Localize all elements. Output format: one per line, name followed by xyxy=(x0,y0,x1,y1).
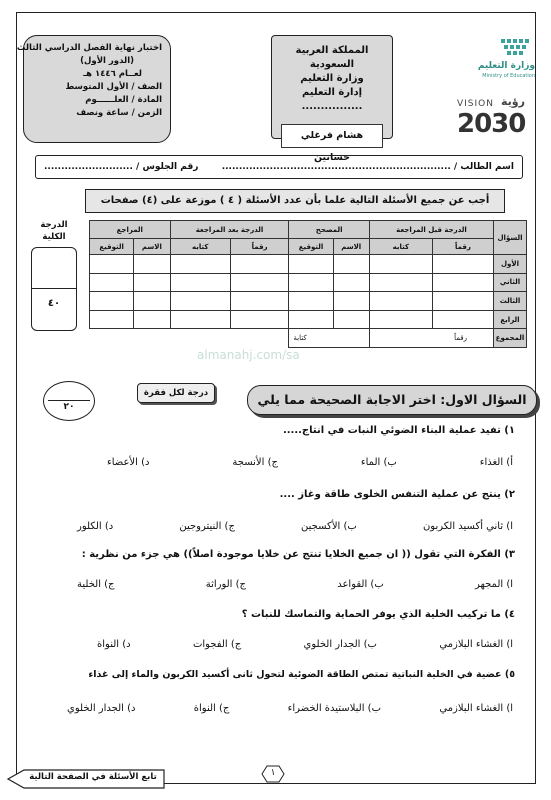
grades-table xyxy=(89,220,527,348)
ministry-logo-text-en: Ministry of Education xyxy=(482,73,535,79)
grades-sub-signature: التوقيع xyxy=(90,239,134,255)
grades-group-before: الدرجة قبل المراجعة xyxy=(369,221,493,239)
option[interactable]: ا) الغشاء البلازمي xyxy=(439,639,513,650)
question-options xyxy=(107,457,513,468)
grades-total-label: المجموع xyxy=(494,329,527,348)
teacher-name: هشام فرغلي حسانين xyxy=(281,124,383,148)
next-page-note xyxy=(6,768,160,790)
q1-score-circle xyxy=(43,381,95,421)
total-grade-label-1: الدرجة xyxy=(40,220,68,230)
ministry-logo-text: وزارة التعليم xyxy=(477,61,535,71)
option[interactable]: ج) الخلية xyxy=(77,579,115,590)
option[interactable]: ج) النواة xyxy=(193,703,230,714)
grades-group-after: الدرجة بعد المراجعة xyxy=(170,221,289,239)
total-grade-value: ٤٠ xyxy=(47,298,61,309)
total-grade-label xyxy=(29,219,79,243)
question-options xyxy=(67,703,513,714)
instructions: أجب عن جميع الأسئلة التالية علما بأن عدد الأسئلة ( ٤ ) موزعة على (٤) صفحات xyxy=(85,189,505,213)
total-grade-label-2: الكلية xyxy=(42,232,66,242)
grades-sub-signature: التوقيع xyxy=(289,239,333,255)
page-number: ١ xyxy=(270,768,276,778)
option[interactable]: ب) الأكسجين xyxy=(301,521,357,532)
option[interactable]: أ) الغذاء xyxy=(479,457,513,468)
grades-sub-digits: رقماً xyxy=(230,239,289,255)
education-department: إدارة التعليم ................ xyxy=(301,87,363,112)
ministry-logo-icon xyxy=(499,37,535,59)
option[interactable]: د) النواة xyxy=(97,639,131,650)
option[interactable]: ب) البلاستيدة الخضراء xyxy=(287,703,381,714)
question-text: ٢) ينتج عن عملية التنفس الخلوى طاقة وغاز .... xyxy=(279,489,515,500)
option[interactable]: د) الكلور xyxy=(77,521,114,532)
total-grade-divider xyxy=(32,288,76,289)
table-row xyxy=(90,329,527,348)
option[interactable]: ا) الغشاء البلازمي xyxy=(439,703,513,714)
vision-label: VISION xyxy=(457,99,494,109)
option[interactable]: ج) الفجوات xyxy=(192,639,242,650)
watermark: almanahj.com/sa xyxy=(197,348,300,362)
question-options xyxy=(97,639,513,650)
grades-row-label: الرابع xyxy=(494,310,527,329)
option[interactable]: ب) الجدار الخلوي xyxy=(303,639,377,650)
exam-round: (الدور الأول) xyxy=(80,56,134,66)
question-1-title: السؤال الاول: اختر الاجابة الصحيحة مما يلي xyxy=(247,385,537,415)
ministry-name: وزارة التعليم xyxy=(300,73,364,84)
next-page-text: تابع الأسئلة في الصفحة التالية xyxy=(29,772,157,782)
option[interactable]: ا) ثاني أكسيد الكربون xyxy=(422,521,513,532)
exam-time: الزمن / ساعة ونصف xyxy=(76,108,162,118)
grades-sub-words: كتابه xyxy=(369,239,432,255)
option[interactable]: ج) الوراثة xyxy=(205,579,246,590)
grades-total-words: كتابة xyxy=(289,329,370,348)
question-text: ١) تفيد عملية البناء الضوئي النبات في انتاج..... xyxy=(282,425,515,436)
table-row xyxy=(90,255,527,274)
total-grade-box xyxy=(31,247,77,331)
grades-row-label: الثاني xyxy=(494,273,527,292)
q1-score-value: ٢٠ xyxy=(63,402,75,412)
grades-sub-name: الاسم xyxy=(134,239,170,255)
option[interactable]: ب) القواعد xyxy=(337,579,384,590)
option[interactable]: ج) النيتروجين xyxy=(179,521,235,532)
grades-sub-name: الاسم xyxy=(333,239,369,255)
per-paragraph-label: درجة لكل فقرة xyxy=(137,383,215,403)
grades-row-label: الثالث xyxy=(494,292,527,311)
table-row xyxy=(90,310,527,329)
option[interactable]: ا) المجهر xyxy=(474,579,513,590)
option[interactable]: د) الأعضاء xyxy=(107,457,150,468)
exam-subject: المادة / العلــــــوم xyxy=(85,95,162,105)
grades-sub-digits: رقماً xyxy=(432,239,493,255)
q1-score-divider xyxy=(48,400,90,401)
grades-group-corrector: المصحح xyxy=(289,221,370,239)
logo-area xyxy=(457,33,537,143)
kingdom-name: المملكة العربية السعودية xyxy=(295,45,369,70)
exam-page xyxy=(16,12,536,784)
grades-total-digits: رقماً xyxy=(369,329,493,348)
option[interactable]: ب) الماء xyxy=(360,457,397,468)
student-name-field[interactable]: اسم الطالب / ................................................................... xyxy=(221,162,514,172)
question-text: ٥) عضية في الخلية النباتية تمتص الطاقة الضوئية لتحول ثانى أكسيد الكربون والماء إلى غذاء xyxy=(88,669,515,680)
grades-row-label: الأول xyxy=(494,255,527,274)
question-options xyxy=(77,521,513,532)
seat-number-field[interactable]: رقم الجلوس / .......................... xyxy=(44,162,199,172)
option[interactable]: ج) الأنسجة xyxy=(232,457,278,468)
table-row xyxy=(90,273,527,292)
student-info-row xyxy=(35,155,523,179)
grades-sub-words: كتابه xyxy=(170,239,230,255)
option[interactable]: د) الجدار الخلوي xyxy=(67,703,136,714)
question-options xyxy=(77,579,513,590)
question-text: ٤) ما تركيب الخلية الذي يوفر الحماية والتماسك للنبات ؟ xyxy=(241,609,515,620)
grades-group-reviewer: المراجع xyxy=(90,221,171,239)
question-text: ٣) الفكرة التي تقول (( ان جميع الخلايا تنتج عن خلايا موجودة اصلاً)) هي جزء من نظرية : xyxy=(81,549,515,560)
table-row xyxy=(90,292,527,311)
vision-year: 2030 xyxy=(457,109,526,139)
exam-info-box xyxy=(16,35,171,143)
grades-col-question: السؤال xyxy=(494,221,527,255)
vision-label-ar: رؤية xyxy=(501,95,525,108)
exam-year: لعــام ١٤٤٦ هـ xyxy=(83,69,142,79)
exam-grade: الصف / الأول المتوسط xyxy=(65,82,162,92)
ministry-box xyxy=(271,35,393,163)
exam-title: اختبار نهاية الفصل الدراسي الثالث xyxy=(16,43,162,53)
